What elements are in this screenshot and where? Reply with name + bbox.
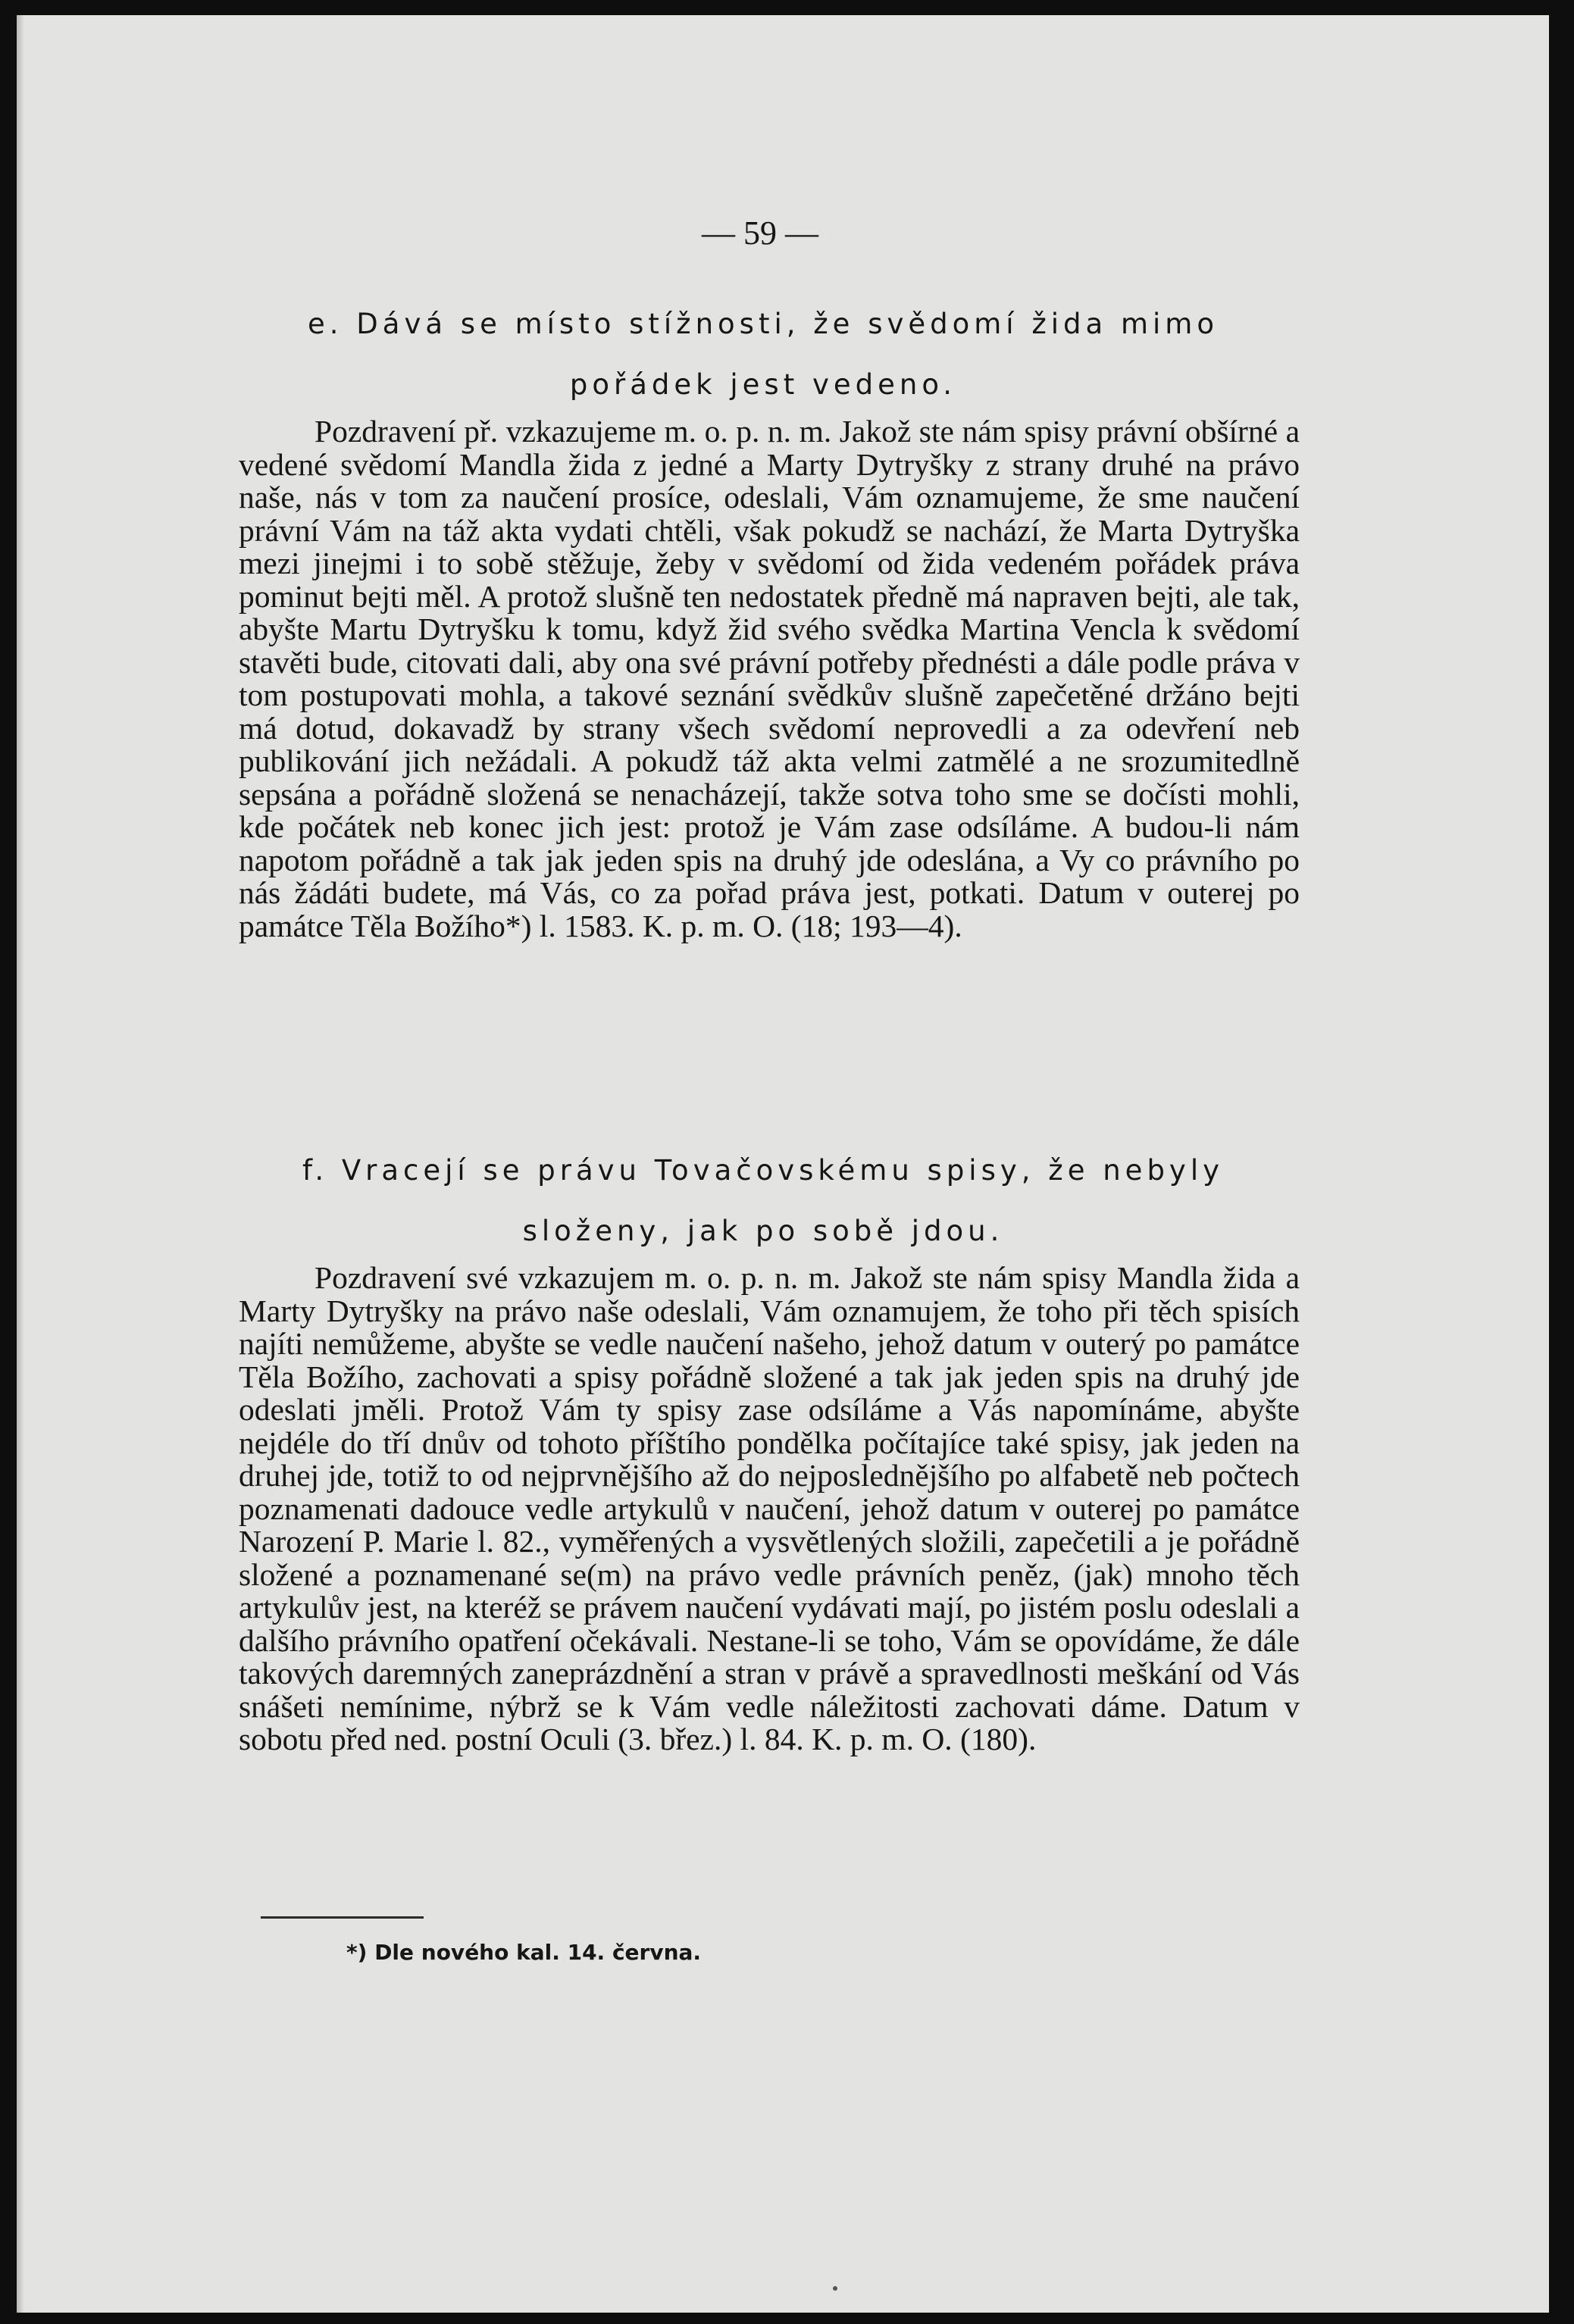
section-f-title: f. Vracejí se právu Tovačovskému spisy, že nebyly složeny, jak po sobě jdou. [302, 1154, 1225, 1247]
section-f-body: Pozdravení své vzkazujem m. o. p. n. m. Jakož ste nám spisy Mandla žida a Marty Dytryšky na právo naše odeslali, Vám oznamujem, že toho při těch spisích najíti nemůžeme, abyšte se vedle naučení našeho, jehož datum v outerý po památce Těla Božího, zachovati a spisy pořádně složené a tak jak jeden spis na druhý jde odeslati jměli. Protož Vám ty spisy zase odsíláme a Vás napomínáme, abyšte nejdéle do tří dnův od tohoto příštího pondělka počítajíce také spisy, jak jeden na druhej jde, totiž to od nejprvnějšího až do nejposlednějšího po alfabetě neb počtech poznamenati dadouce vedle artykulů v naučení, jehož datum v outerej po památce Narození P. Marie l. 82., vyměřených a vysvětlených složili, zapečetili a je pořádně složené a poznamenané se(m) na právo vedle právních peněz, (jak) mnoho těch artykulův jest, na kteréž se právem naučení vydávati mají, po jistém poslu odeslali a dalšího právního opatření očekávali. Nestane-li se toho, Vám se opovídáme, že dále takových daremných zaneprázdnění a stran v právě a spravedlnosti meškání od Vás snášeti nemínime, nýbrž se k Vám vedle náležitosti zachovati dáme. Datum v sobotu před ned. postní Oculi (3. břez.) l. 84. K. p. m. O. (180). [239, 1260, 1300, 1756]
document-page [17, 15, 1549, 2313]
page-number: — 59 — [702, 214, 818, 252]
section-e-body: Pozdravení př. vzkazujeme m. o. p. n. m. Jakož ste nám spisy právní obšírné a vedené svědomí Mandla žida z jedné a Marty Dytryšky z strany druhé na právo naše, nás v tom za naučení prosíce, odeslali, Vám oznamujeme, že sme naučení právní Vám na táž akta vydati chtěli, však pokudž se nachází, že Marta Dytryška mezi jinejmi i to sobě stěžuje, žeby v svědomí od žida vedeném pořádek práva pominut bejti měl. A protož slušně ten nedostatek předně má napraven bejti, ale tak, abyšte Martu Dytryšku k tomu, když žid svého svědka Martina Vencla k svědomí stavěti bude, citovati dali, aby ona své právní potřeby přednésti a dále podle práva v tom postupovati mohla, a takové seznání svědkův slušně zapečetěné držáno bejti má dotud, dokavadž by strany všech svědomí neprovedli a za odevření neb publikování jich nežádali. A pokudž táž akta velmi zatmělé a ne srozumitedlně sepsána a pořádně složená se nenacházejí, takže sotva toho sme se dočísti mohli, kde počátek neb konec jich jest: protož je Vám zase odsíláme. A budou-li nám napotom pořádně a tak jak jeden spis na druhý jde odeslána, a Vy co právního po nás žádáti budete, má Vás, co za pořad práva jest, potkati. Datum v outerej po památce Těla Božího*) l. 1583. K. p. m. O. (18; 193—4). [239, 414, 1300, 943]
page-edge-shadow [17, 15, 24, 2313]
print-speck [833, 2286, 837, 2291]
section-e-title: e. Dává se místo stížnosti, že svědomí žida mimo pořádek jest vedeno. [308, 308, 1219, 401]
footnote-divider [261, 1916, 424, 1919]
footnote: *) Dle nového kal. 14. června. [346, 1940, 702, 1965]
